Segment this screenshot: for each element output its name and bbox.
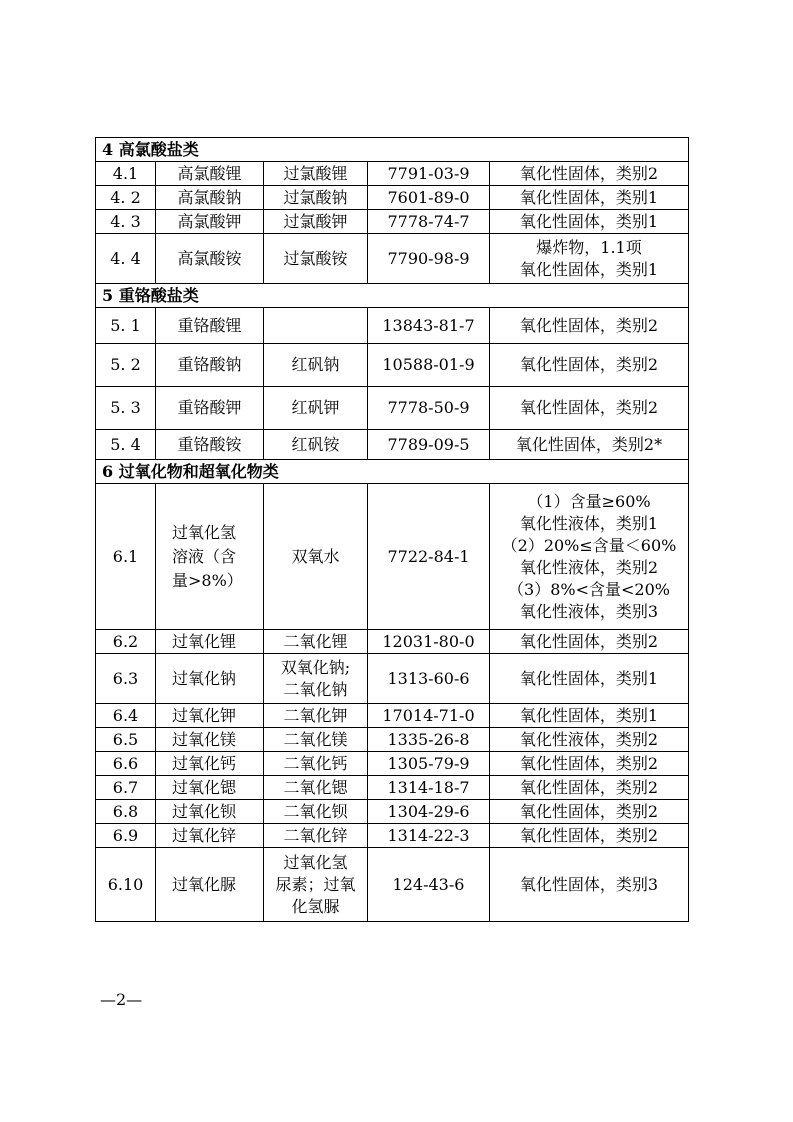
cell-name: 过氧化锶: [156, 776, 264, 800]
cell-alias: 过氯酸锂: [264, 162, 368, 186]
cell-name: 过氧化脲: [156, 848, 264, 922]
cell-name: 过氧化钙: [156, 752, 264, 776]
cell-no: 6.6: [96, 752, 156, 776]
cell-name: 重铬酸铵: [156, 430, 264, 460]
cell-hazard: [490, 484, 689, 630]
cell-alias: 过氯酸钾: [264, 210, 368, 234]
cell-hazard: 氧化性固体，类别2: [490, 776, 689, 800]
cell-cas: 1305-79-9: [368, 752, 490, 776]
cell-hazard: [490, 234, 689, 284]
cell-hazard: 氧化性固体，类别1: [490, 186, 689, 210]
cell-hazard: 氧化性固体，类别1: [490, 210, 689, 234]
table-row: [96, 752, 689, 776]
cell-alias: 红矾钠: [264, 344, 368, 387]
cell-name: 过氧化钡: [156, 800, 264, 824]
table-row: [96, 308, 689, 344]
cell-name: 重铬酸锂: [156, 308, 264, 344]
table-row: [96, 484, 689, 630]
hazard-line: 氧化性液体，类别3: [519, 601, 659, 621]
cell-hazard: 氧化性固体，类别1: [490, 654, 689, 704]
table-row: [96, 824, 689, 848]
cell-no: 6.4: [96, 704, 156, 728]
cell-cas: 1314-18-7: [368, 776, 490, 800]
section-header-row: [96, 138, 689, 162]
table-row: [96, 654, 689, 704]
cell-name: 过氧化锂: [156, 630, 264, 654]
cell-name: 重铬酸钾: [156, 387, 264, 430]
table-row: [96, 776, 689, 800]
table-row: [96, 162, 689, 186]
cell-alias: 二氧化钡: [264, 800, 368, 824]
alias-line: 化氢脲: [291, 896, 340, 916]
hazard-line: （3）8%<含量<20%: [508, 579, 670, 599]
chemical-table: [95, 137, 689, 922]
cell-hazard: 氧化性固体，类别1: [490, 704, 689, 728]
cell-name: 过氧化钾: [156, 704, 264, 728]
cell-cas: 1304-29-6: [368, 800, 490, 824]
cell-alias: 过氯酸钠: [264, 186, 368, 210]
cell-alias: 双氧水: [264, 484, 368, 630]
cell-hazard: 氧化性固体，类别2: [490, 824, 689, 848]
table-row: [96, 800, 689, 824]
alias-line: 尿素；过氧: [275, 874, 356, 894]
cell-hazard: 氧化性液体，类别2: [490, 728, 689, 752]
hazard-line: （2）20%≤含量＜60%: [501, 535, 677, 555]
cell-name: 过氧化钠: [156, 654, 264, 704]
table-row: [96, 728, 689, 752]
cell-no: 5. 4: [96, 430, 156, 460]
hazard-line: 氧化性液体，类别1: [519, 513, 659, 533]
cell-alias: 二氧化锂: [264, 630, 368, 654]
cell-cas: 7778-50-9: [368, 387, 490, 430]
cell-no: 5. 3: [96, 387, 156, 430]
cell-hazard: 氧化性固体，类别2: [490, 752, 689, 776]
hazard-line: （1）含量≥60%: [527, 491, 651, 511]
alias-line: 过氧化氢: [283, 852, 348, 872]
cell-alias: 过氯酸铵: [264, 234, 368, 284]
cell-cas: 7722-84-1: [368, 484, 490, 630]
cell-cas: 124-43-6: [368, 848, 490, 922]
cell-no: 6.10: [96, 848, 156, 922]
cell-hazard: 氧化性固体，类别2: [490, 387, 689, 430]
cell-alias: 二氧化锌: [264, 824, 368, 848]
cell-no: 4. 3: [96, 210, 156, 234]
cell-cas: 7601-89-0: [368, 186, 490, 210]
table-row: [96, 430, 689, 460]
cell-name: 重铬酸钠: [156, 344, 264, 387]
cell-cas: 7778-74-7: [368, 210, 490, 234]
cell-cas: 1313-60-6: [368, 654, 490, 704]
cell-no: 6.5: [96, 728, 156, 752]
cell-cas: 1314-22-3: [368, 824, 490, 848]
section-header-row: [96, 284, 689, 308]
cell-name: 高氯酸锂: [156, 162, 264, 186]
cell-name: 过氧化镁: [156, 728, 264, 752]
section-title: 5 重铬酸盐类: [96, 284, 689, 308]
cell-no: 6.7: [96, 776, 156, 800]
cell-no: 4. 4: [96, 234, 156, 284]
cell-no: 4.1: [96, 162, 156, 186]
table-row: [96, 848, 689, 922]
cell-cas: 12031-80-0: [368, 630, 490, 654]
cell-no: 6.1: [96, 484, 156, 630]
alias-line: 二氧化钠: [283, 679, 348, 699]
cell-alias: 二氧化钾: [264, 704, 368, 728]
table-row: [96, 387, 689, 430]
cell-no: 5. 1: [96, 308, 156, 344]
table-row: [96, 186, 689, 210]
cell-alias: 二氧化钙: [264, 752, 368, 776]
cell-hazard: 氧化性固体，类别2: [490, 630, 689, 654]
section-title: 4 高氯酸盐类: [96, 138, 689, 162]
name-line: 溶液（含: [172, 546, 237, 566]
cell-hazard: 氧化性固体，类别2: [490, 308, 689, 344]
cell-name: 高氯酸钾: [156, 210, 264, 234]
cell-no: 5. 2: [96, 344, 156, 387]
cell-no: 6.2: [96, 630, 156, 654]
cell-name: 高氯酸铵: [156, 234, 264, 284]
cell-cas: 10588-01-9: [368, 344, 490, 387]
cell-alias: 二氧化镁: [264, 728, 368, 752]
table-row: [96, 234, 689, 284]
cell-no: 6.9: [96, 824, 156, 848]
page-number: —2—: [100, 990, 143, 1009]
hazard-line: 氧化性液体，类别2: [519, 557, 659, 577]
cell-alias: [264, 654, 368, 704]
cell-hazard: 氧化性固体，类别2: [490, 800, 689, 824]
cell-cas: 7789-09-5: [368, 430, 490, 460]
cell-alias: 红矾钾: [264, 387, 368, 430]
cell-cas: 7791-03-9: [368, 162, 490, 186]
name-line: 量>8%）: [172, 570, 243, 590]
hazard-line: 氧化性固体，类别1: [519, 259, 659, 279]
cell-name: 过氧化锌: [156, 824, 264, 848]
cell-hazard: 氧化性固体，类别2*: [490, 430, 689, 460]
alias-line: 双氧化钠;: [280, 657, 351, 677]
table-row: [96, 704, 689, 728]
cell-no: 4. 2: [96, 186, 156, 210]
cell-alias: [264, 308, 368, 344]
cell-cas: 1335-26-8: [368, 728, 490, 752]
table-row: [96, 210, 689, 234]
table-row: [96, 344, 689, 387]
cell-no: 6.3: [96, 654, 156, 704]
cell-name: [156, 484, 264, 630]
table-row: [96, 630, 689, 654]
hazard-line: 爆炸物，1.1项: [536, 237, 642, 257]
cell-cas: 13843-81-7: [368, 308, 490, 344]
cell-alias: 红矾铵: [264, 430, 368, 460]
cell-cas: 7790-98-9: [368, 234, 490, 284]
section-title: 6 过氧化物和超氧化物类: [96, 460, 689, 484]
cell-alias: [264, 848, 368, 922]
cell-name: 高氯酸钠: [156, 186, 264, 210]
cell-no: 6.8: [96, 800, 156, 824]
section-header-row: [96, 460, 689, 484]
name-line: 过氧化氢: [172, 522, 237, 542]
cell-hazard: 氧化性固体，类别2: [490, 162, 689, 186]
cell-hazard: 氧化性固体，类别3: [490, 848, 689, 922]
cell-alias: 二氧化锶: [264, 776, 368, 800]
cell-hazard: 氧化性固体，类别2: [490, 344, 689, 387]
cell-cas: 17014-71-0: [368, 704, 490, 728]
